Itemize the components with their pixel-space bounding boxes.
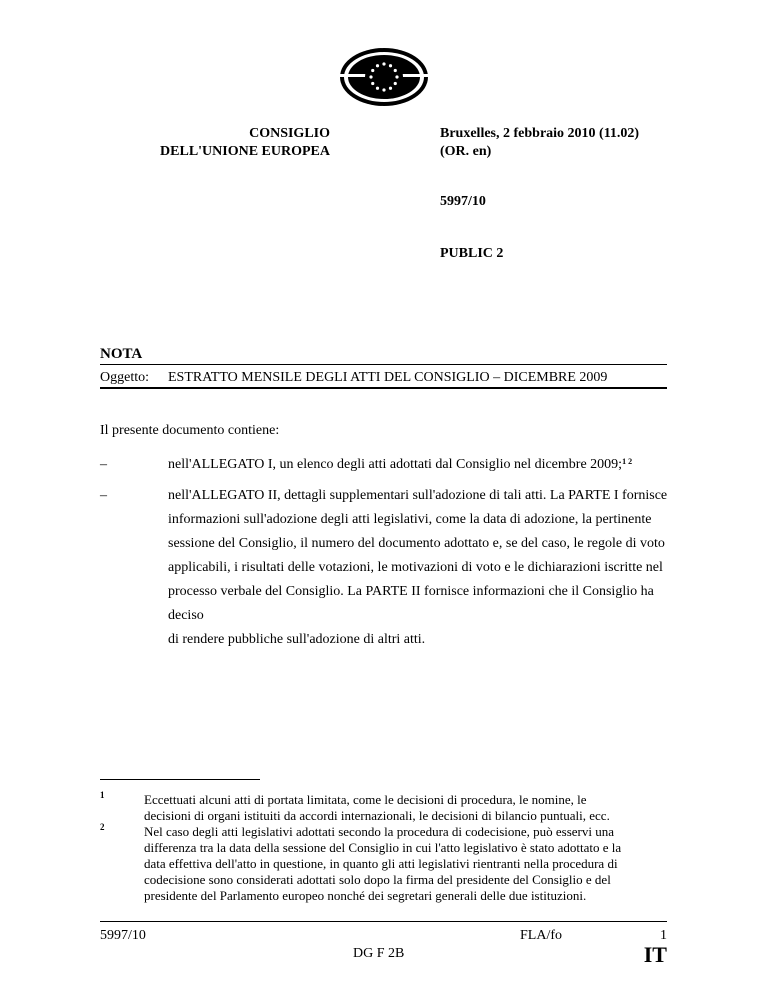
date-line: Bruxelles, 2 febbraio 2010 (11.02)	[440, 126, 640, 141]
footnote-refs: 1 2	[622, 457, 633, 466]
emblem-star	[389, 87, 392, 90]
emblem-star	[382, 62, 385, 65]
emblem-star	[371, 82, 374, 85]
list-item-line: informazioni sull'adozione degli atti legislativi, come la data di adozione, la pertinente	[168, 512, 652, 527]
issuer-line1: CONSIGLIO	[249, 126, 330, 141]
council-emblem-logo	[339, 47, 429, 107]
issuer-block	[100, 125, 330, 161]
emblem-star	[394, 69, 397, 72]
page-number: 1	[660, 928, 667, 943]
list-item-line: di rendere pubbliche sull'adozione di altri atti.	[168, 632, 426, 647]
emblem-star	[395, 75, 398, 78]
footer-rule	[100, 921, 667, 922]
footnote-line: presidente del Parlamento europeo nonché dei segretari generali delle due istituzioni.	[144, 888, 587, 903]
footnote-line: data effettiva dell'atto in questione, in quanto gli atti legislativi rientranti nella procedura di	[144, 856, 618, 871]
list-item-annex-2	[168, 484, 673, 652]
list-item-line: processo verbale del Consiglio. La PARTE II fornisce informazioni che il Consiglio ha deciso	[168, 584, 654, 623]
footnote-line: Nel caso degli atti legislativi adottati secondo la procedura di codecisione, può esservi una	[144, 824, 615, 839]
emblem-star	[394, 82, 397, 85]
footnote-number: 1	[100, 790, 105, 800]
emblem-star	[371, 69, 374, 72]
list-item-line: applicabili, i risultati delle votazioni, le motivazioni di voto e le dichiarazioni iscritte nel	[168, 560, 663, 575]
rule-bottom	[100, 387, 667, 389]
language-code: IT	[643, 942, 667, 967]
footer-directorate: DG F 2B	[353, 946, 405, 961]
subject-text: ESTRATTO MENSILE DEGLI ATTI DEL CONSIGLIO – DICEMBRE 2009	[168, 370, 608, 385]
emblem-star	[376, 64, 379, 67]
list-item-text: nell'ALLEGATO I, un elenco degli atti adottati dal Consiglio nel dicembre 2009;	[168, 457, 623, 472]
list-item-line: sessione del Consiglio, il numero del documento adottato e, se del caso, le regole di voto	[168, 536, 665, 551]
footer-document-number: 5997/10	[100, 928, 146, 943]
emblem-star	[382, 88, 385, 91]
emblem-star	[369, 75, 372, 78]
footnote-line: differenza tra la data della sessione del Consiglio in cui l'atto legislativo è stato adottato e la	[144, 840, 622, 855]
list-item-line: nell'ALLEGATO II, dettagli supplementari sull'adozione di tali atti. La PARTE I fornisce	[168, 488, 668, 503]
emblem-star	[389, 64, 392, 67]
footnote-line: Eccettuati alcuni atti di portata limitata, come le decisioni di procedura, le nomine, le	[144, 792, 587, 807]
original-language: (OR. en)	[440, 144, 492, 159]
list-item-annex-1	[168, 453, 673, 477]
rule-top	[100, 364, 667, 365]
emblem-star	[376, 87, 379, 90]
date-block	[440, 125, 639, 161]
subject-label: Oggetto:	[100, 370, 149, 385]
footnote-1	[144, 792, 666, 824]
note-type: NOTA	[100, 346, 143, 362]
footnote-separator	[100, 779, 260, 780]
footnote-number: 2	[100, 822, 105, 832]
issuer-line2: DELL'UNIONE EUROPEA	[160, 144, 330, 159]
footnote-2	[144, 824, 666, 904]
footnote-line: decisioni di organi istituiti da accordi internazionali, le decisioni di bilancio puntuali, ecc.	[144, 808, 610, 823]
list-dash: –	[100, 488, 107, 503]
list-dash: –	[100, 457, 107, 472]
footer-initials: FLA/fo	[520, 928, 562, 943]
classification-label: PUBLIC 2	[440, 246, 504, 261]
footnote-line: codecisione sono considerati adottati solo dopo la firma del presidente del Consiglio e del	[144, 872, 611, 887]
document-number: 5997/10	[440, 194, 486, 209]
intro-text: Il presente documento contiene:	[100, 423, 280, 438]
